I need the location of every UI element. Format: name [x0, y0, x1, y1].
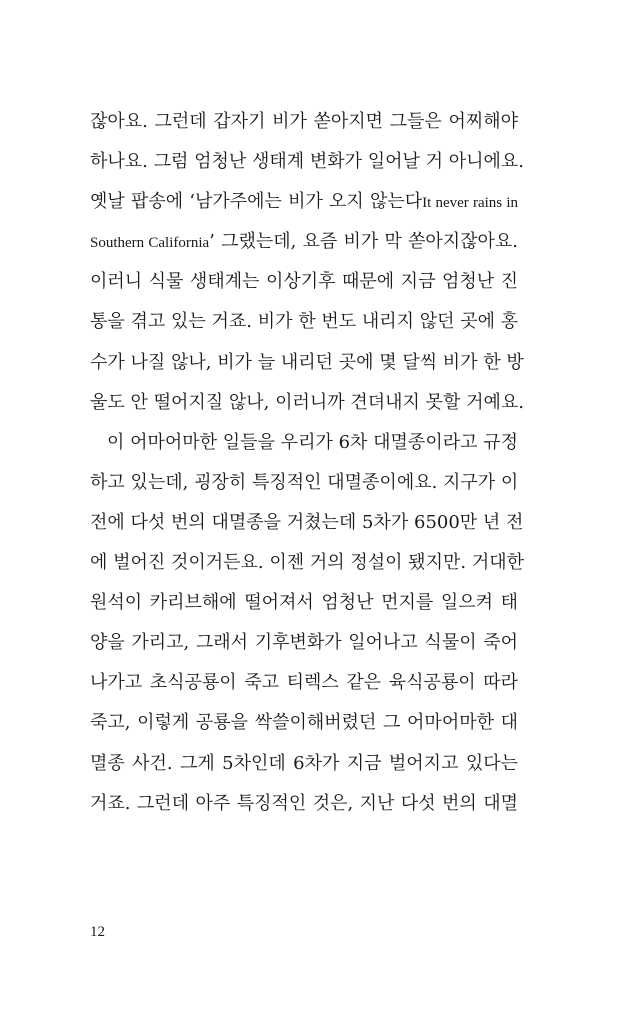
body-text: [90, 102, 525, 824]
text-line: 잖아요. 그런데 갑자기 비가 쏟아지면 그들은 어찌해야: [90, 111, 518, 132]
english-song-title: It never rains in: [422, 195, 518, 212]
text-line: 원석이 카리브해에 떨어져서 엄청난 먼지를 일으켜 태: [90, 592, 518, 614]
text-line: 통을 겪고 있는 거죠. 비가 한 번도 내리지 않던 곳에 홍: [90, 311, 519, 333]
text-line: 멸종 사건. 그게 5차인데 6차가 지금 벌어지고 있다는: [90, 752, 518, 774]
page-number: 12: [90, 924, 105, 940]
text-line: 거죠. 그런데 아주 특징적인 것은, 지난 다섯 번의 대멸: [90, 792, 518, 814]
text-line: 양을 가리고, 그래서 기후변화가 일어나고 식물이 죽어: [90, 632, 518, 654]
korean-text: 옛날 팝송에 ‘남가주에는 비가 오지 않는다: [90, 191, 423, 213]
text-line: 죽고, 이렇게 공룡을 싹쓸이해버렸던 그 어마어마한 대: [90, 712, 518, 734]
paragraph-start-line: 이 어마어마한 일들을 우리가 6차 대멸종이라고 규정: [107, 431, 518, 453]
text-line: 하고 있는데, 굉장히 특징적인 대멸종이에요. 지구가 이: [90, 471, 519, 493]
text-line: 나가고 초식공룡이 죽고 티렉스 같은 육식공룡이 따라: [90, 672, 518, 694]
text-line: 에 벌어진 것이거든요. 이젠 거의 정설이 됐지만. 거대한: [90, 552, 525, 574]
text-line: 이러니 식물 생태계는 이상기후 때문에 지금 엄청난 진: [90, 271, 518, 293]
text-line: 수가 나질 않나, 비가 늘 내리던 곳에 몇 달씩 비가 한 방: [90, 351, 524, 373]
text-line: 하나요. 그럼 엄청난 생태계 변화가 일어날 거 아니에요.: [90, 151, 525, 173]
text-line: 울도 안 떨어지질 않나, 이러니까 견뎌내지 못할 거예요.: [90, 391, 525, 413]
korean-text: ’ 그랬는데, 요즘 비가 막 쏟아지잖아요.: [209, 231, 518, 253]
text-line: 전에 다섯 번의 대멸종을 거쳤는데 5차가 6500만 년 전: [90, 511, 524, 533]
text-line: [90, 222, 518, 262]
english-song-title: Southern California: [90, 235, 210, 252]
text-line: [90, 182, 518, 222]
